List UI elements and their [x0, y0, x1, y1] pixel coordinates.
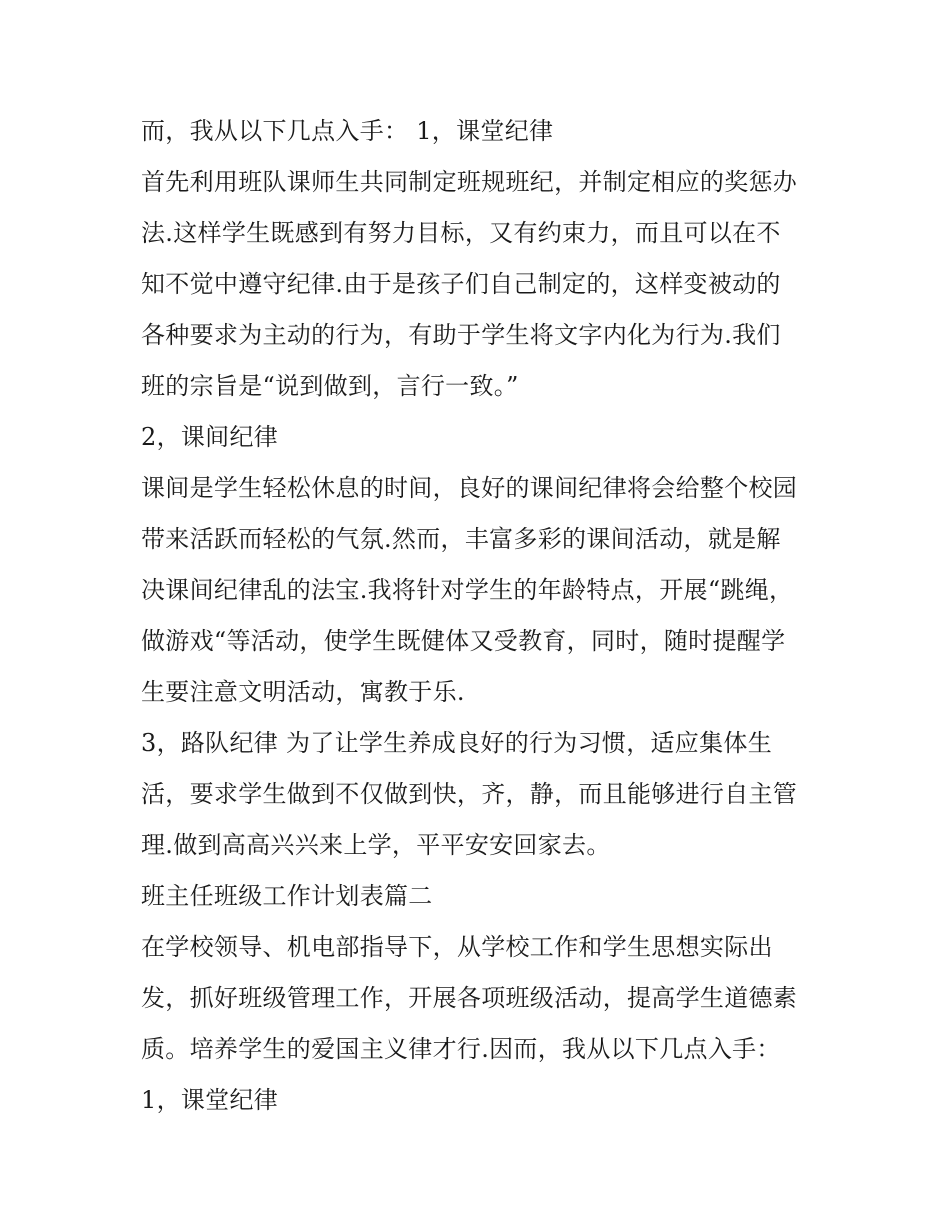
- text-line: 活，要求学生做到不仅做到快，齐，静，而且能够进行自主管: [141, 780, 798, 808]
- text-line: 3，路队纪律 为了让学生养成良好的行为习惯，适应集体生: [141, 729, 772, 757]
- text-line: 班的宗旨是“说到做到，言行一致。”: [141, 372, 519, 400]
- section-heading: 1，课堂纪律: [141, 1086, 279, 1114]
- text-line: 法.这样学生既感到有努力目标，又有约束力，而且可以在不: [141, 219, 781, 247]
- text-line: 各种要求为主动的行为，有助于学生将文字内化为行为.我们: [141, 321, 781, 349]
- text-line: 首先利用班队课师生共同制定班规班纪，并制定相应的奖惩办: [141, 168, 798, 196]
- text-line: 知不觉中遵守纪律.由于是孩子们自己制定的，这样变被动的: [141, 270, 781, 298]
- text-line: 课间是学生轻松休息的时间，良好的课间纪律将会给整个校园: [141, 474, 798, 502]
- text-line: 在学校领导、机电部指导下，从学校工作和学生思想实际出: [141, 933, 773, 961]
- section-title: 班主任班级工作计划表篇二: [141, 882, 433, 910]
- text-line: 质。培养学生的爱国主义律才行.因而，我从以下几点入手：: [141, 1035, 781, 1063]
- document-body: [141, 106, 821, 1126]
- section-heading: 2，课间纪律: [141, 423, 279, 451]
- text-line: 带来活跃而轻松的气氛.然而，丰富多彩的课间活动，就是解: [141, 525, 781, 553]
- text-line: 决课间纪律乱的法宝.我将针对学生的年龄特点，开展“跳绳，: [141, 576, 794, 604]
- text-line: 做游戏“等活动，使学生既健体又受教育，同时，随时提醒学: [141, 627, 786, 655]
- text-line: 发，抓好班级管理工作，开展各项班级活动，提高学生道德素: [141, 984, 798, 1012]
- text-line: 理.做到高高兴兴来上学，平平安安回家去。: [141, 831, 611, 859]
- text-line: 生要注意文明活动，寓教于乐.: [141, 678, 465, 706]
- text-line: 而，我从以下几点入手： 1，课堂纪律: [141, 117, 554, 145]
